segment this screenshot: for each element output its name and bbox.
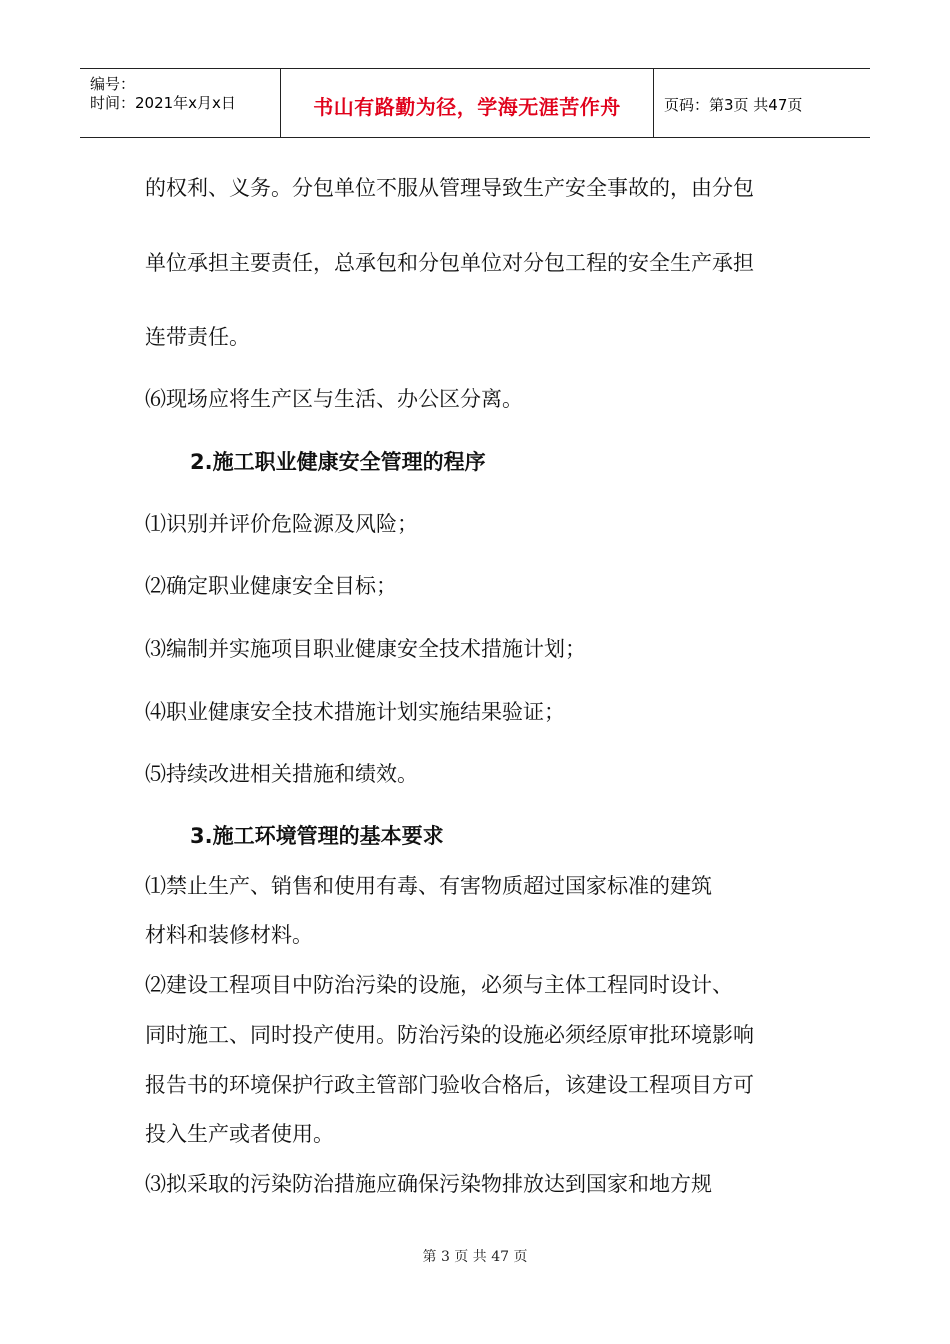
section-heading: 2.施工职业健康安全管理的程序: [190, 450, 486, 474]
body-line: 单位承担主要责任，总承包和分包单位对分包工程的安全生产承担: [145, 251, 754, 275]
list-item: ⑸持续改进相关措施和绩效。: [145, 762, 418, 786]
list-item: ⑶拟采取的污染防治措施应确保污染物排放达到国家和地方规: [145, 1172, 712, 1196]
list-item: ⑶编制并实施项目职业健康安全技术措施计划；: [145, 637, 586, 661]
section-heading: 3.施工环境管理的基本要求: [190, 824, 444, 848]
header-page-code: 页码：第3页 共47页: [664, 96, 803, 114]
body-line: 连带责任。: [145, 325, 250, 349]
list-item: ⑴识别并评价危险源及风险；: [145, 512, 418, 536]
page-footer: 第 3 页 共 47 页: [422, 1249, 528, 1265]
list-item: ⑵建设工程项目中防治污染的设施，必须与主体工程同时设计、: [145, 973, 733, 997]
list-item: ⑵确定职业健康安全目标；: [145, 574, 397, 598]
body-line: 报告书的环境保护行政主管部门验收合格后，该建设工程项目方可: [145, 1073, 754, 1097]
list-item: ⑴禁止生产、销售和使用有毒、有害物质超过国家标准的建筑: [145, 874, 712, 898]
body-line: 的权利、义务。分包单位不服从管理导致生产安全事故的，由分包: [145, 176, 754, 200]
document-date-label: 时间：2021年x月x日: [90, 94, 236, 112]
document-number-label: 编号：: [90, 75, 136, 93]
body-line: 投入生产或者使用。: [145, 1122, 334, 1146]
list-item: ⑷职业健康安全技术措施计划实施结果验证；: [145, 700, 565, 724]
body-line: 同时施工、同时投产使用。防治污染的设施必须经原审批环境影响: [145, 1023, 754, 1047]
header-motto: 书山有路勤为径，学海无涯苦作舟: [313, 95, 621, 119]
list-item: ⑹现场应将生产区与生活、办公区分离。: [145, 387, 523, 411]
body-line: 材料和装修材料。: [145, 923, 313, 947]
